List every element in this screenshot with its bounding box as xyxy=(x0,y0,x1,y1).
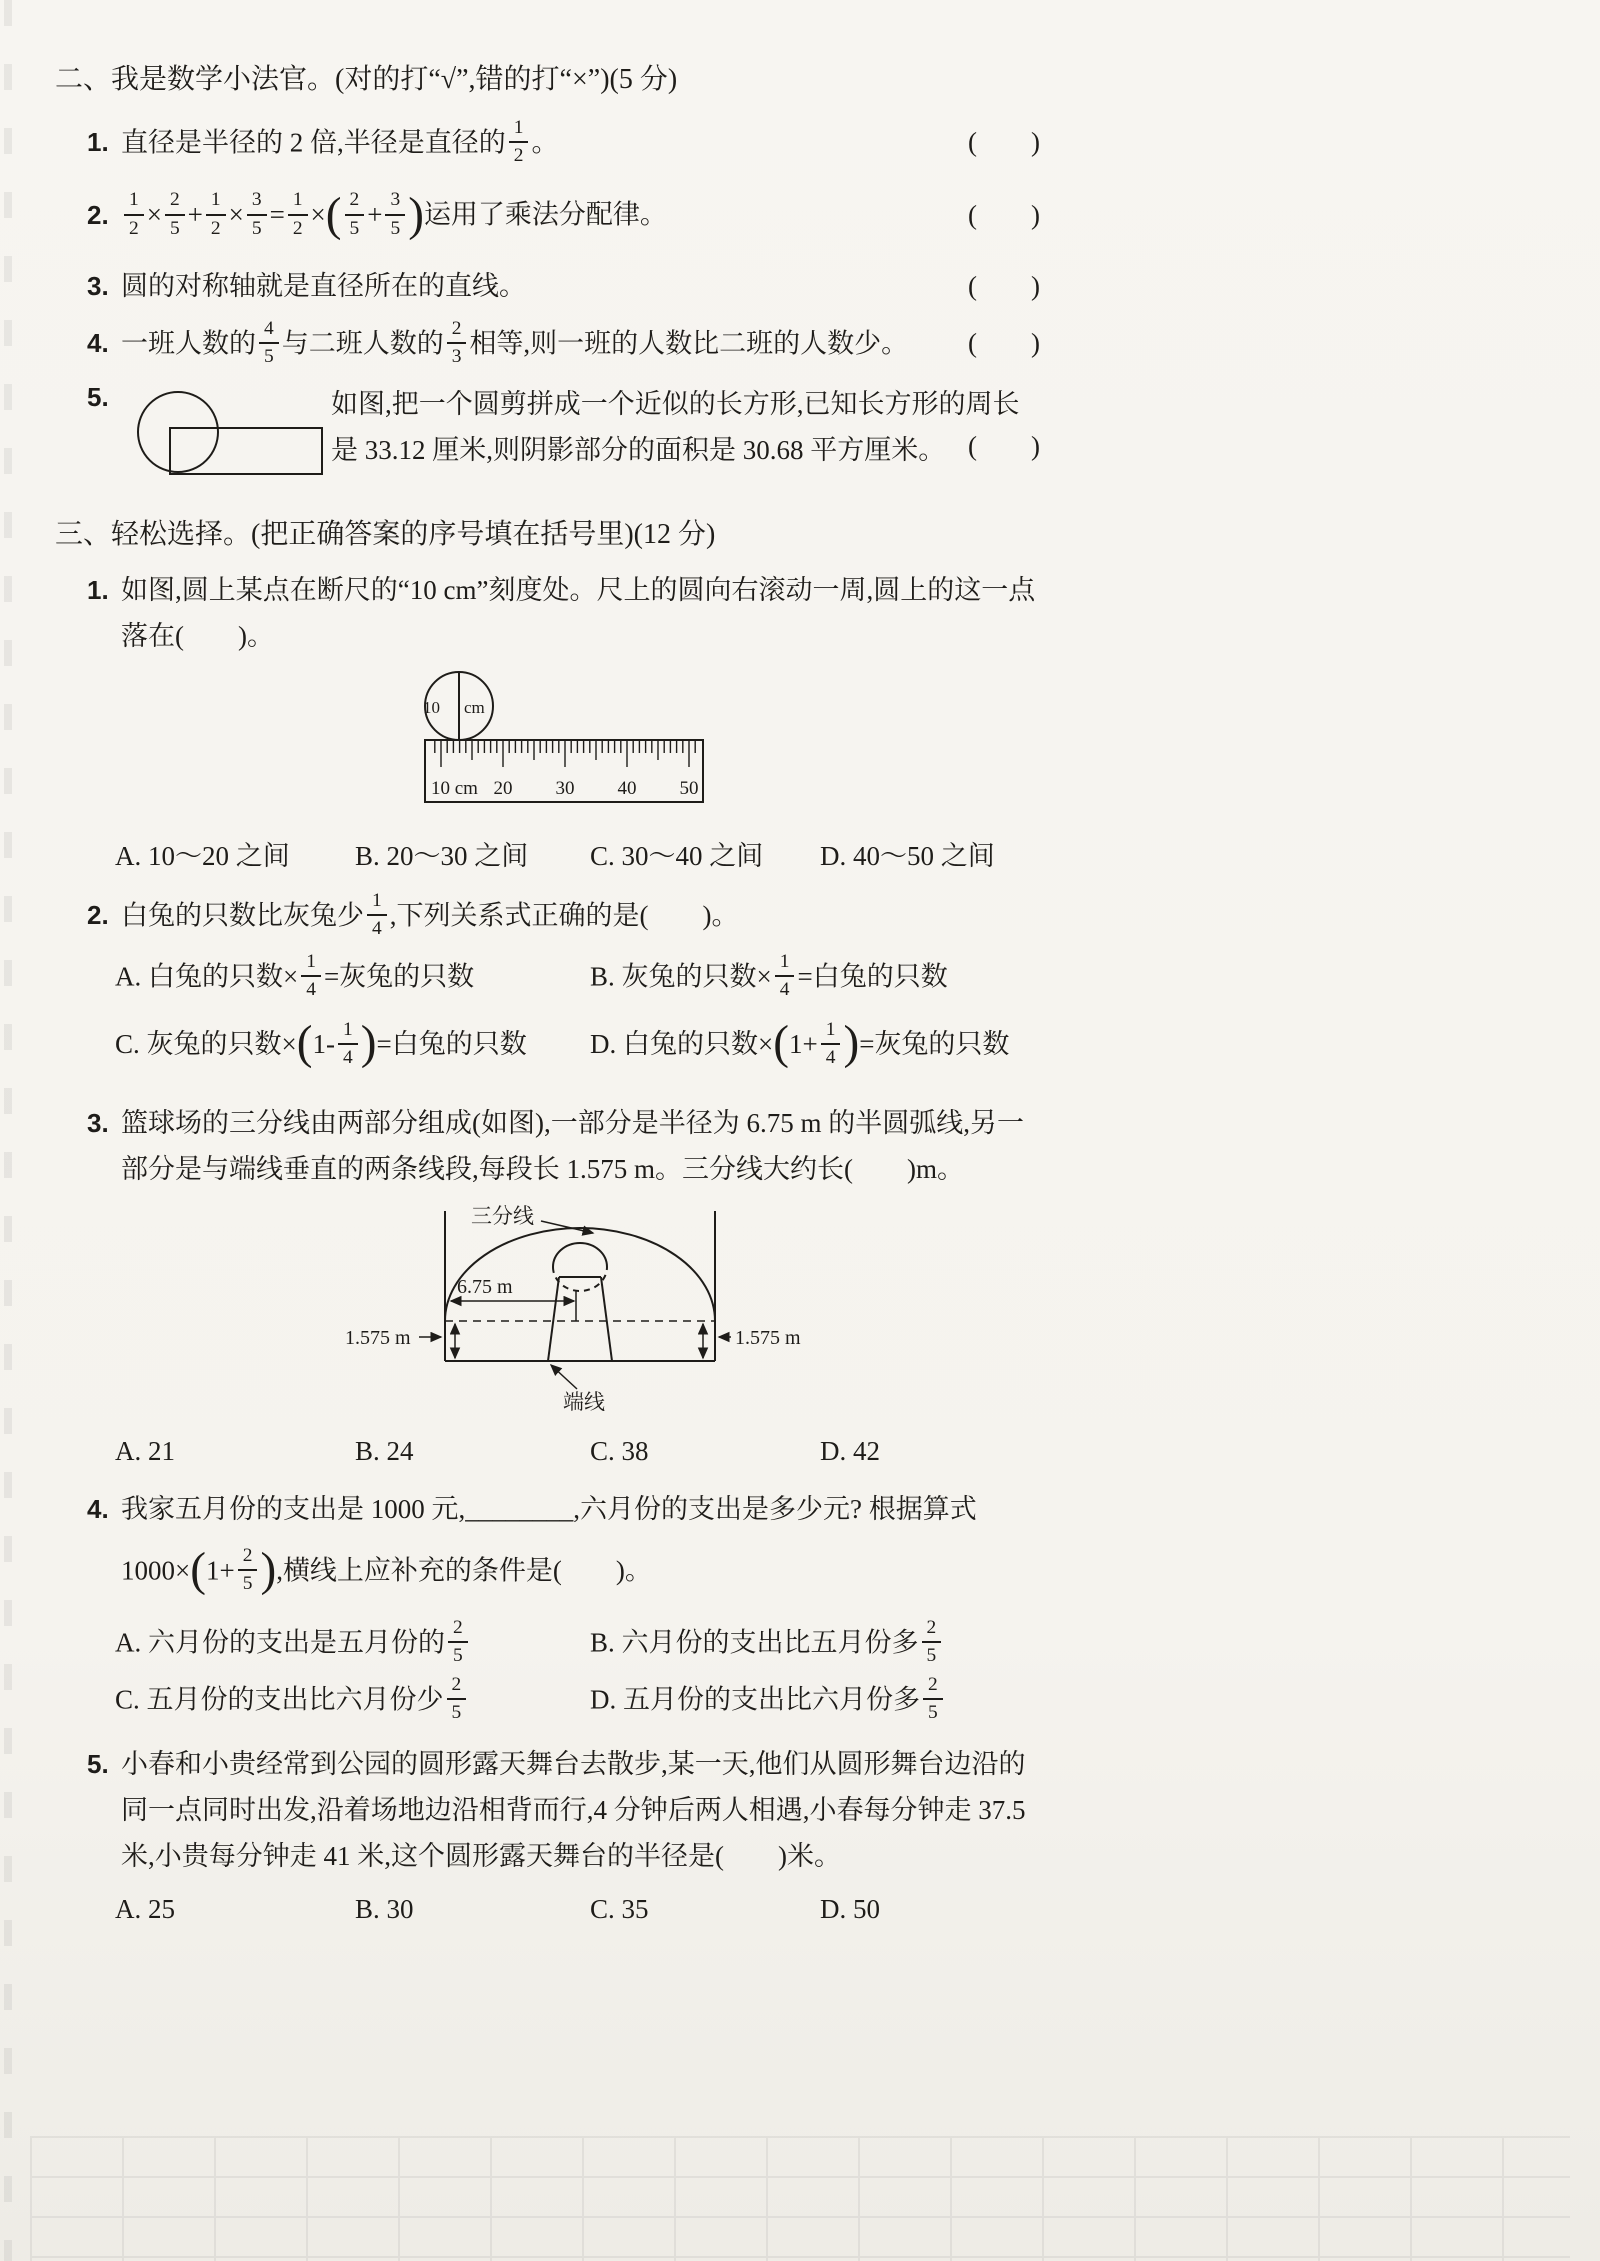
circle-shape xyxy=(138,392,218,472)
paper-content xyxy=(55,58,1040,1931)
q5-options-row xyxy=(55,1888,1040,1931)
question-number: 4. xyxy=(87,328,109,359)
true-false-item-2 xyxy=(55,177,1040,257)
left-segment-label: 1.575 m xyxy=(345,1326,411,1349)
option-b: B. 24 xyxy=(355,1435,414,1466)
ruler-mark-30: 30 xyxy=(555,777,575,799)
q4-options-row-1 xyxy=(55,1619,1040,1672)
circle-rectangle-figure xyxy=(121,388,331,491)
option-a: A. 21 xyxy=(115,1435,175,1466)
question-number: 2. xyxy=(87,199,109,230)
endline-pointer xyxy=(551,1365,577,1389)
q1-options-row xyxy=(55,835,1040,878)
true-false-item-5 xyxy=(55,382,1040,491)
question-number: 3. xyxy=(87,270,109,301)
ruler-mark-40: 40 xyxy=(617,777,637,799)
option-b: B. 六月份的支出比五月份多 $\frac{2}{5}$ xyxy=(590,1619,1040,1672)
true-false-item-3 xyxy=(55,264,1040,310)
key-right-edge xyxy=(601,1277,612,1361)
answer-brackets: ( ) xyxy=(968,328,1040,359)
bleed-through-grid-artifact xyxy=(30,2136,1570,2261)
option-c: C. 35 xyxy=(590,1893,649,1924)
option-d: D. 40～50 之间 xyxy=(820,840,995,871)
choice-question-4 xyxy=(55,1487,1040,1613)
question-text: $\frac{1}{2}$ × $\frac{2}{5}$ + $\frac{1}{2}$ × $\frac{3}{5}$ = $\frac{1}{2}$ ×( $\frac{2}{5}$ + $\frac{3}{5}$ )运用了乘法分配律。 xyxy=(121,177,954,257)
answer-brackets: ( ) xyxy=(968,199,1040,230)
option-a: A. 白兔的只数× $\frac{1}{4}$ =灰兔的只数 xyxy=(115,950,475,1000)
question-number: 2. xyxy=(87,900,109,931)
three-point-line-figure-svg xyxy=(345,1203,815,1415)
choice-question-2 xyxy=(55,892,1040,945)
left-edge-scan-artifact xyxy=(4,0,12,2261)
right-segment-label: 1.575 m xyxy=(735,1326,801,1349)
true-false-item-1 xyxy=(55,116,1040,172)
question-number: 4. xyxy=(87,1493,109,1524)
option-a: A. 25 xyxy=(115,1893,175,1924)
choice-question-5 xyxy=(55,1742,1040,1880)
endline-label: 端线 xyxy=(563,1389,605,1414)
q3-options-row xyxy=(55,1430,1040,1473)
question-number: 1. xyxy=(87,127,109,158)
option-c: C. 灰兔的只数×(1- $\frac{1}{4}$ )=白兔的只数 xyxy=(115,1017,527,1070)
answer-brackets: ( ) xyxy=(968,431,1040,462)
free-throw-circle-top xyxy=(553,1243,607,1267)
ruler-figure-svg xyxy=(413,666,713,820)
question-text: 一班人数的 $\frac{4}{5}$ 与二班人数的 $\frac{2}{3}$ 相等,则一班的人数比二班的人数少。 xyxy=(121,317,909,367)
option-a: A. 六月份的支出是五月份的 $\frac{2}{5}$ xyxy=(115,1619,590,1672)
q4-options-row-2 xyxy=(55,1673,1040,1729)
option-b: B. 灰兔的只数× $\frac{1}{4}$ =白兔的只数 xyxy=(590,950,948,1000)
radius-label: 6.75 m xyxy=(457,1275,513,1298)
option-b: B. 20～30 之间 xyxy=(355,840,529,871)
question-text: 圆的对称轴就是直径所在的直线。 xyxy=(121,270,526,301)
option-b: B. 30 xyxy=(355,1893,414,1924)
question-text: 篮球场的三分线由两部分组成(如图),一部分是半径为 6.75 m 的半圆弧线,另一部分是与端线垂直的两条线段,每段长 1.575 m。三分线大约长( )m。 xyxy=(121,1107,1024,1184)
question-text: 白兔的只数比灰兔少 $\frac{1}{4}$ ,下列关系式正确的是( )。 xyxy=(121,890,739,940)
option-d: D. 白兔的只数×(1+ $\frac{1}{4}$ )=灰兔的只数 xyxy=(590,1017,1010,1070)
circle-rectangle-figure-svg xyxy=(121,388,326,484)
circle-mark-label: 10 xyxy=(423,697,440,717)
section-2-title: 二、我是数学小法官。(对的打“√”,错的打“×”)(5 分) xyxy=(55,64,678,95)
rectangle-shape xyxy=(170,428,322,474)
question-text: 直径是半径的 2 倍,半径是直径的 $\frac{1}{2}$ 。 xyxy=(121,116,559,167)
ruler-mark-50: 50 xyxy=(679,777,699,799)
choice-question-3 xyxy=(55,1101,1040,1193)
question-number: 5. xyxy=(87,1749,109,1780)
question-text: 小春和小贵经常到公园的圆形露天舞台去散步,某一天,他们从圆形舞台边沿的同一点同时出发,沿着场地边沿相背而行,4 分钟后两人相遇,小春每分钟走 37.5 米,小贵每分钟走 41 米,这个圆形露天舞台的半径是( )米。 xyxy=(121,1749,1026,1871)
option-c: C. 五月份的支出比六月份少 $\frac{2}{5}$ xyxy=(115,1676,590,1729)
choice-question-1 xyxy=(55,568,1040,660)
circle-unit-label: cm xyxy=(464,697,485,717)
question-text: 如图,把一个圆剪拼成一个近似的长方形,已知长方形的周长是 33.12 厘米,则阴影部分的面积是 30.68 平方厘米。 xyxy=(331,389,1020,466)
q2-options-row-2 xyxy=(55,1009,1040,1085)
answer-brackets: ( ) xyxy=(968,127,1040,158)
key-left-edge xyxy=(548,1277,559,1361)
three-point-arc xyxy=(445,1228,715,1321)
free-throw-circle-bottom xyxy=(553,1267,607,1291)
option-d: D. 50 xyxy=(820,1893,880,1924)
three-point-line-figure xyxy=(345,1203,1040,1422)
question-number: 1. xyxy=(87,574,109,605)
true-false-item-4 xyxy=(55,317,1040,373)
option-d: D. 五月份的支出比六月份多 $\frac{2}{5}$ xyxy=(590,1676,1040,1729)
question-text: 如图,圆上某点在断尺的“10 cm”刻度处。尺上的圆向右滚动一周,圆上的这一点落在( )。 xyxy=(121,574,1036,651)
option-d: D. 42 xyxy=(820,1435,880,1466)
option-c: C. 30～40 之间 xyxy=(590,840,764,871)
three-point-label: 三分线 xyxy=(471,1203,534,1228)
option-c: C. 38 xyxy=(590,1435,649,1466)
answer-brackets: ( ) xyxy=(968,270,1040,301)
question-text: 我家五月份的支出是 1000 元,________,六月份的支出是多少元? 根据算式 1000×(1+ $\frac{2}{5}$ ),横线上应补充的条件是( )。 xyxy=(121,1493,977,1596)
ruler-figure xyxy=(413,666,1040,827)
question-number: 5. xyxy=(87,382,109,413)
section-3-title: 三、轻松选择。(把正确答案的序号填在括号里)(12 分) xyxy=(55,519,716,551)
option-a: A. 10～20 之间 xyxy=(115,840,290,871)
ruler-mark-20: 20 xyxy=(493,777,513,799)
ruler-mark-10: 10 cm xyxy=(431,777,478,799)
question-number: 3. xyxy=(87,1107,109,1138)
ruler-tick-marks xyxy=(435,740,695,767)
q2-options-row-1 xyxy=(55,950,1040,1006)
